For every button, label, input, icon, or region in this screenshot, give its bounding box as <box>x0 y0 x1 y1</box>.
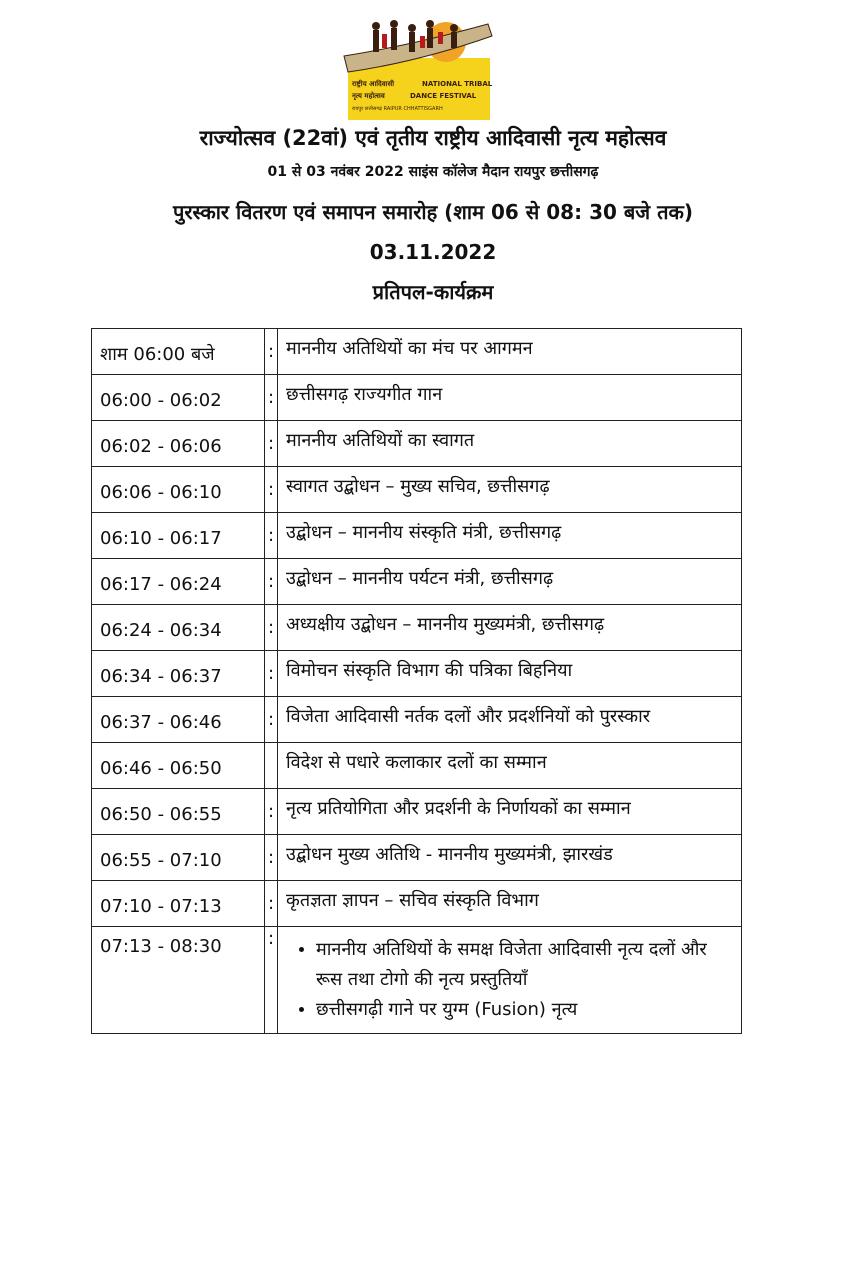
schedule-row <box>92 881 742 927</box>
time-cell: 06:55 - 07:10 <box>92 835 265 881</box>
activity-cell: अध्यक्षीय उद्बोधन – माननीय मुख्यमंत्री, छत्तीसगढ़ <box>278 605 742 651</box>
logo-line3: रायपुर छत्तीसगढ़ RAIPUR CHHATTISGARH <box>352 106 443 112</box>
activity-cell: उद्बोधन – माननीय पर्यटन मंत्री, छत्तीसगढ़ <box>278 559 742 605</box>
time-cell: शाम 06:00 बजे <box>92 329 265 375</box>
schedule-row-final <box>92 927 742 1034</box>
activity-cell: नृत्य प्रतियोगिता और प्रदर्शनी के निर्णायकों का सम्मान <box>278 789 742 835</box>
time-cell: 06:50 - 06:55 <box>92 789 265 835</box>
event-venue: 01 से 03 नवंबर 2022 साइंस कॉलेज मैदान रायपुर छत्तीसगढ़ <box>267 164 599 180</box>
logo-line2-en: DANCE FESTIVAL <box>410 92 477 100</box>
schedule-table <box>91 328 742 1034</box>
time-cell: 06:46 - 06:50 <box>92 743 265 789</box>
separator-cell: : <box>265 651 278 697</box>
separator-cell: : <box>265 835 278 881</box>
separator-cell <box>265 743 278 789</box>
separator-cell: : <box>265 421 278 467</box>
logo-line1-hi: राष्ट्रीय आदिवासी <box>352 80 395 88</box>
bullet-item: • छत्तीसगढ़ी गाने पर युग्म (Fusion) नृत्य <box>316 995 733 1025</box>
separator-cell: : <box>265 697 278 743</box>
bullet-item: • माननीय अतिथियों के समक्ष विजेता आदिवासी नृत्य दलों और रूस तथा टोगो की नृत्य प्रस्तुतियाँ <box>316 935 733 995</box>
separator-cell: : <box>265 329 278 375</box>
schedule-row <box>92 789 742 835</box>
schedule-row <box>92 467 742 513</box>
activity-cell: विदेश से पधारे कलाकार दलों का सम्मान <box>278 743 742 789</box>
schedule-row <box>92 651 742 697</box>
time-cell: 06:37 - 06:46 <box>92 697 265 743</box>
separator-cell: : <box>265 375 278 421</box>
activity-bullet-list <box>286 935 733 1025</box>
event-name: पुरस्कार वितरण एवं समापन समारोह (शाम 06 से 08: 30 बजे तक) <box>173 200 693 224</box>
schedule-row <box>92 743 742 789</box>
activity-cell: छत्तीसगढ़ राज्यगीत गान <box>278 375 742 421</box>
schedule-row <box>92 375 742 421</box>
page-title: राज्योत्सव (22वां) एवं तृतीय राष्ट्रीय आदिवासी नृत्य महोत्सव <box>199 126 667 150</box>
activity-cell <box>278 927 742 1034</box>
activity-cell: स्वागत उद्बोधन – मुख्य सचिव, छत्तीसगढ़ <box>278 467 742 513</box>
separator-cell: : <box>265 467 278 513</box>
time-cell: 07:13 - 08:30 <box>92 927 265 1034</box>
schedule-row <box>92 697 742 743</box>
activity-cell: माननीय अतिथियों का स्वागत <box>278 421 742 467</box>
activity-cell: उद्बोधन मुख्य अतिथि - माननीय मुख्यमंत्री, झारखंड <box>278 835 742 881</box>
program-heading: प्रतिपल-कार्यक्रम <box>372 280 494 304</box>
separator-cell: : <box>265 927 278 1034</box>
logo-line1-en: NATIONAL TRIBAL <box>422 80 493 88</box>
activity-cell: उद्बोधन – माननीय संस्कृति मंत्री, छत्तीसगढ़ <box>278 513 742 559</box>
logo-line2-hi: नृत्य महोत्सव <box>352 92 385 100</box>
time-cell: 06:02 - 06:06 <box>92 421 265 467</box>
time-cell: 06:00 - 06:02 <box>92 375 265 421</box>
schedule-row <box>92 605 742 651</box>
schedule-row <box>92 513 742 559</box>
festival-logo <box>338 16 498 122</box>
schedule-row <box>92 835 742 881</box>
event-date: 03.11.2022 <box>369 240 497 264</box>
time-cell: 06:34 - 06:37 <box>92 651 265 697</box>
time-cell: 06:17 - 06:24 <box>92 559 265 605</box>
activity-cell: विजेता आदिवासी नर्तक दलों और प्रदर्शनियों को पुरस्कार <box>278 697 742 743</box>
activity-cell: माननीय अतिथियों का मंच पर आगमन <box>278 329 742 375</box>
time-cell: 06:24 - 06:34 <box>92 605 265 651</box>
activity-cell: विमोचन संस्कृति विभाग की पत्रिका बिहनिया <box>278 651 742 697</box>
separator-cell: : <box>265 513 278 559</box>
time-cell: 07:10 - 07:13 <box>92 881 265 927</box>
schedule-row <box>92 329 742 375</box>
separator-cell: : <box>265 881 278 927</box>
activity-cell: कृतज्ञता ज्ञापन – सचिव संस्कृति विभाग <box>278 881 742 927</box>
separator-cell: : <box>265 605 278 651</box>
separator-cell: : <box>265 789 278 835</box>
schedule-row <box>92 421 742 467</box>
schedule-row <box>92 559 742 605</box>
time-cell: 06:06 - 06:10 <box>92 467 265 513</box>
schedule-body <box>92 329 742 1034</box>
time-cell: 06:10 - 06:17 <box>92 513 265 559</box>
separator-cell: : <box>265 559 278 605</box>
